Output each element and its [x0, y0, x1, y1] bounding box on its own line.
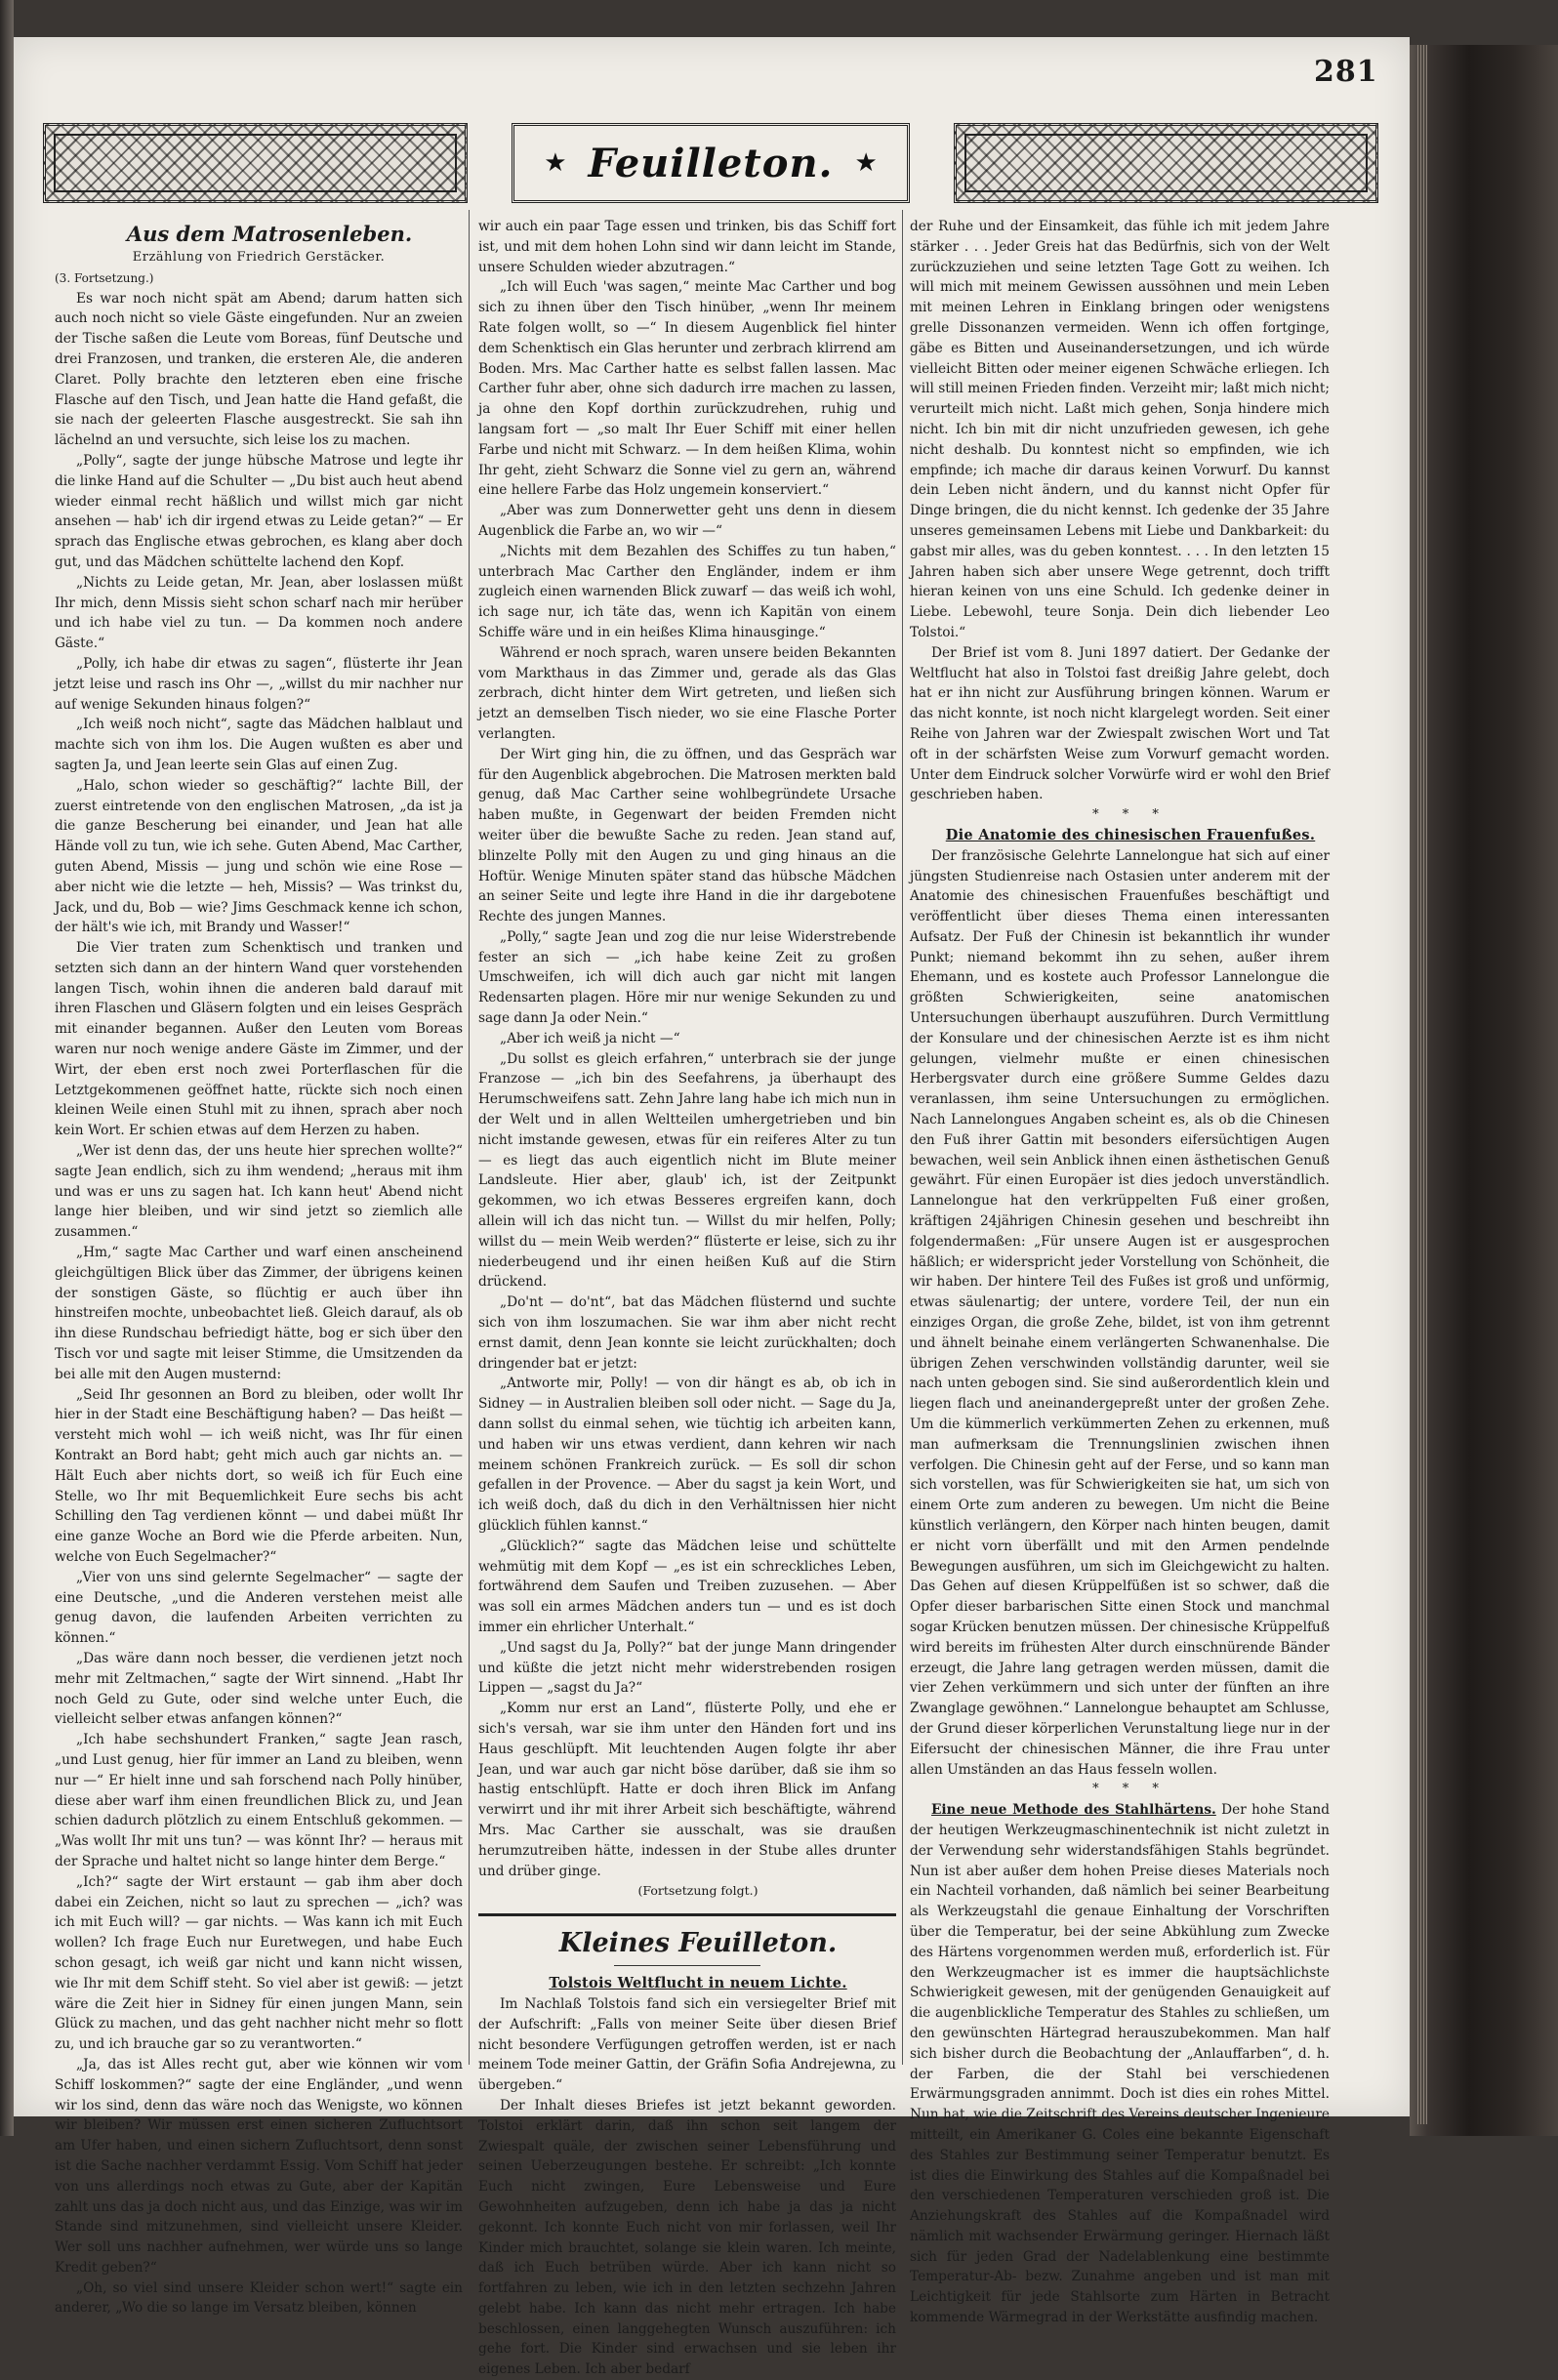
title-underline [614, 1965, 760, 1966]
paragraph: „Du sollst es gleich erfahren,“ unterbrach sie der junge Franzose — „ich bin des Seefahrens, ja überhaupt des Herumschweifens satt. Zehn Jahre lang habe ich mich nun in der Welt und in allen Weltteilen umhergetrieben und bin nicht imstande gewesen, etwas für ein reiferes Alter zu tun — es liegt das auch eigentlich nicht im Blute meiner Landsleute. Hier aber, glaub' ich, ist der Zeitpunkt gekommen, wo ich etwas Besseres ergreifen kann, doch allein will ich das nicht tun. — Willst du mir helfen, Polly; willst du — mein Weib werden?“ flüsterte er leise, sich zu ihr niederbeugend und ihr einen heißen Kuß auf die Stirn drückend. [478, 1050, 896, 1291]
tolstoi-text-col3 [910, 217, 1330, 805]
paragraph: „Halo, schon wieder so geschäftig?“ lachte Bill, der zuerst eintretende von den englischen Matrosen, „da ist ja die ganze Bescherung bei einander, und Jean hat alle Hände voll zu tun, wie ich sehe. Guten Abend, Mac Carther, guten Abend, Missis — jung und schön wie eine Rose — aber nicht wie die letzte — heh, Missis? — Was trinkst du, Jack, und du, Bob — wie? Jims Geschmack kenne ich schon, der hält's wie ich, mit Brandy und Wasser!“ [55, 777, 463, 936]
paragraph: „Do'nt — do'nt“, bat das Mädchen flüsternd und suchte sich von ihm loszumachen. Sie war ihm aber nicht recht ernst damit, denn Jean konnte sie leicht zurückhalten; doch dringender bat er jetzt: [478, 1294, 896, 1372]
story-continuation-note: (3. Fortsetzung.) [55, 270, 154, 285]
page-number: 281 [1314, 55, 1378, 89]
paragraph: Die Vier traten zum Schenktisch und tranken und setzten sich dann an der hintern Wand quer vorstehenden langen Tisch, wohin ihnen die anderen bald darauf mit ihren Flaschen und Gläsern folgten und ein leises Gespräch mit einander begannen. Außer den Leuten vom Boreas waren nur noch wenige andere Gäste im Zimmer, und der Wirt, der eben erst noch zwei Porterflaschen für die Letztgekommenen geöffnet hatte, rückte sich noch einen kleinen Weile einen Stuhl mit zu ihnen, sprach aber noch kein Wort. Er schien etwas auf dem Herzen zu haben. [55, 940, 463, 1139]
section-stars: * * * [1092, 807, 1168, 823]
story-byline: Erzählung von Friedrich Gerstäcker. [132, 250, 386, 265]
paragraph: „Wer ist denn das, der uns heute hier sprechen wollte?“ sagte Jean endlich, sich zu ihm wendend; „heraus mit ihm und was er uns zu sagen hat. Ich kann heut' Abend nicht lange hier bleiben, und wir sind jetzt so ziemlich alle zusammen.“ [55, 1143, 463, 1241]
anatomie-text [910, 846, 1330, 1781]
column-3 [910, 217, 1330, 2328]
section-stars: * * * [1092, 1782, 1168, 1797]
stahl-text: Der hohe Stand der heutigen Werkzeugmaschinentechnik ist nicht zuletzt in der Verwendung sehr widerstandsfähigen Stahls begründet. Nun ist aber außer dem hohen Preise dieses Materials noch ein Nachteil vorhanden, daß nämlich bei seiner Bearbeitung als Werkzeugstahl die genaue Einhaltung der Vorschriften über die Temperatur, bei der seine Abkühlung zum Zwecke des Härtens vorgenommen werden muß, erforderlich ist. Für den Werkzeugmacher ist es immer die hauptsächlichste Schwierigkeit gewesen, mit der genügenden Genauigkeit auf die augenblickliche Temperatur des Stahles zu schließen, um den gewünschten Härtegrad herauszubekommen. Man half sich bisher durch die Beobachtung der „Anlauffarben“, d. h. der Farben, die der Stahl bei verschiedenen Erwärmungsgraden annimmt. Doch ist dies ein rohes Mittel. Nun hat, wie die Zeitschrift des Vereins deutscher Ingenieure mitteilt, ein Amerikaner G. Coles eine bekannte Eigenschaft des Stahles zur Bestimmung seiner Temperatur benutzt. Es ist dies die Einwirkung des Stahles auf die Kompaßnadel bei den verschiedenen Temperaturen verschieden groß ist. Die Anziehungskraft des Stahles auf die Kompaßnadel wird nämlich mit wachsender Erwärmung geringer. Hiernach läßt sich für jeden Grad der Nadelablenkung eine bestimmte Temperatur-Ab- bezw. Zunahme angeben und ist man mit Leichtigkeit für jede Stahlsorte zum Härten in Betracht kommende Wärmegrad in der Werkstätte ausfindig machen. [910, 1802, 1330, 2326]
paragraph: „Ich?“ sagte der Wirt erstaunt — gab ihm aber doch dabei ein Zeichen, nicht so laut zu sprechen — „ich? was ich mit Euch will? — gar nichts. — Was kann ich mit Euch wollen? Ich frage Euch nur Euretwegen, und habe Euch schon gesagt, ich weiß gar nicht und kann nicht wissen, wie Ihr mit dem Schiff steht. So viel aber ist gewiß: — jetzt wäre die Zeit hier in Sidney für einen jungen Mann, sein Glück zu machen, und das geht nachher nicht mehr so flott zu, und ich brauche gar so zu verantworten.“ [55, 1873, 463, 2053]
paragraph: wir auch ein paar Tage essen und trinken, bis das Schiff fort ist, und mit dem hohen Lohn sind wir dann leicht im Stande, unsere Schulden wieder abzutragen.“ [478, 219, 896, 275]
star-icon: ★ [854, 148, 878, 178]
paragraph: „Ich will Euch 'was sagen,“ meinte Mac Carther und bog sich zu ihnen über den Tisch hinüber, „wenn Ihr meinem Rate folgen wollt, so —“ In diesem Augenblick fiel hinter dem Schenktisch ein Glas herunter und zerbrach klirrend am Boden. Mrs. Mac Carther hatte es selbst fallen lassen. Mac Carther fuhr aber, ohne sich dadurch irre machen zu lassen, ja ohne den Kopf dorthin zurückzudrehen, ruhig und langsam fort — „so malt Ihr Euer Schiff mit einer hellen Farbe und nicht mit Schwarz. — In dem heißen Klima, wohin Ihr geht, zieht Schwarz die Sonne viel zu gern an, während eine hellere Farbe das Holz ungemein konserviert.“ [478, 279, 896, 499]
column-rule [902, 210, 903, 2065]
kleines-feuilleton-title: Kleines Feuilleton. [558, 1928, 838, 1959]
paragraph: Der Wirt ging hin, die zu öffnen, und das Gespräch war für den Augenblick abgebrochen. Die Matrosen merkten bald genug, daß Mac Carther seine wohlbegründete Ursache haben mußte, in Gegenwart der beiden Fremden nicht weiter über die bewußte Sache zu reden. Jean stand auf, blinzelte Polly mit den Augen zu und ging hinaus an die Hoftür. Wenige Minuten später stand das hübsche Mädchen an seiner Seite und legte ihre Hand in die ihr dargebotene Rechte des jungen Mannes. [478, 746, 896, 925]
story-text-col1 [55, 289, 463, 2319]
story-text-col2 [478, 217, 896, 1881]
paragraph: „Hm,“ sagte Mac Carther und warf einen anscheinend gleichgültigen Blick über das Zimmer, der übrigens keinen der sonstigen Gäste, so flüchtig er auch über ihn hinstreifen mochte, unbeobachtet ließ. Gleich darauf, als ob ihn diese Rundschau befriedigt hätte, bog er sich über den Tisch vor und sagte mit leiser Stimme, die Umsitzenden da bei alle mit den Augen musternd: [55, 1245, 463, 1382]
anatomie-heading: Die Anatomie des chinesischen Frauenfußes. [945, 826, 1316, 843]
feuilleton-banner [43, 123, 1378, 203]
star-icon: ★ [544, 148, 567, 178]
binding-left-edge [0, 0, 14, 2136]
paragraph: „Aber ich weiß ja nicht —“ [500, 1030, 680, 1046]
story-title: Aus dem Matrosenleben. [126, 222, 413, 246]
column-rule [469, 210, 470, 2065]
paragraph: Während er noch sprach, waren unsere beiden Bekannten vom Markthaus in das Zimmer und, gerade als das Glas zerbrach, dicht hinter dem Wirt getreten, und ließen sich jetzt an demselben Tisch nieder, wo sie eine Flasche Porter verlangten. [478, 644, 896, 742]
paragraph: „Oh, so viel sind unsere Kleider schon wert!“ sagte ein anderer, „Wo die so lange im Versatz bleiben, können [55, 2279, 463, 2317]
paragraph: „Aber was zum Donnerwetter geht uns denn in diesem Augenblick die Farbe an, wo wir —“ [478, 503, 896, 539]
paragraph: Es war noch nicht spät am Abend; darum hatten sich auch noch nicht so viele Gäste eingefunden. Nur an zweien der Tische saßen die Leute vom Boreas, fünf Deutsche und drei Franzosen, und tranken, die ersteren Ale, die anderen Claret. Polly brachte den letzteren eben eine frische Flasche auf den Tisch, und Jean hatte die Hand gefaßt, die sie nach der geleerten Flasche ausgestreckt. Sie sah ihn lächelnd an und versuchte, sich leise los zu machen. [55, 290, 463, 449]
section-divider [478, 1913, 896, 1916]
fortsetzung-note: (Fortsetzung folgt.) [637, 1883, 758, 1899]
paragraph: „Polly, ich habe dir etwas zu sagen“, flüsterte ihr Jean jetzt leise und rasch ins Ohr —, „willst du mir nachher nur auf wenige Sekunden hinaus folgen?“ [55, 655, 463, 713]
tolstoi-heading: Tolstois Weltflucht in neuem Lichte. [549, 1975, 847, 1992]
paragraph: „Seid Ihr gesonnen an Bord zu bleiben, oder wollt Ihr hier in der Stadt eine Beschäftigung haben? — Das heißt — versteht mich wohl — ich weiß nicht, was Ihr für einen Kontrakt an Bord habt; geht mich auch gar nichts an. — Hält Euch aber nichts dort, so weiß ich für Euch eine Stelle, wo Ihr mit Bequemlichkeit Eure sechs bis acht Schilling den Tag verdienen könnt — und dabei müßt Ihr eine ganze Woche an Bord wie die Pferde arbeiten. Nun, welche von Euch Segelmacher?“ [55, 1386, 463, 1565]
column-2 [478, 217, 896, 2380]
paragraph: „Antworte mir, Polly! — von dir hängt es ab, ob ich in Sidney — in Australien bleiben soll oder nicht. — Sage du Ja, dann sollst du einmal sehen, wie tüchtig ich arbeiten kann, und haben wir uns etwas verdient, dann kehren wir nach meinem schönen Frankreich zurück. — Es soll dir schon gefallen in der Provence. — Aber du sagst ja kein Wort, und ich weiß doch, daß du dich in den Verhältnissen hier nicht glücklich fühlen kannst.“ [478, 1375, 896, 1534]
paragraph: „Ich weiß noch nicht“, sagte das Mädchen halblaut und machte sich von ihm los. Die Augen wußten es aber und sagten Ja, und Jean leerte sein Glas auf einen Zug. [55, 717, 463, 773]
banner-title-box [512, 123, 910, 203]
paragraph: „Glücklich?“ sagte das Mädchen leise und schüttelte wehmütig mit dem Kopf — „es ist ein schreckliches Leben, fortwährend dem Saufen und Treiben zuzusehen. — Aber was soll ein armes Mädchen anders tun — und es ist doch immer ein ehrlicher Unterhalt.“ [478, 1538, 896, 1635]
paragraph: Der Inhalt dieses Briefes ist jetzt bekannt geworden. Tolstoi erklärt darin, daß ihn schon seit langem der Zwiespalt quäle, der zwischen seiner Lebensführung und seinen Ueberzeugungen bestehe. Er schreibt: „Ich konnte Euch nicht zwingen, Eure Lebensweise und Eure Gewohnheiten aufzugeben, denn ich habe ja das ja nicht gekonnt. Ich konnte Euch nicht von mir forlassen, weil Ihr Kinder mich brauchtet, solange sie klein waren. Ich meinte, daß ich Euch betrüben würde. Aber ich kann nicht so fortfahren zu leben, wie ich in den letzten sechzehn Jahren gelebt habe. Ich kann das nicht mehr ertragen. Ich habe beschlossen, einen langgehegten Wunsch auszuführen: ich gehe fort. Die Kinder sind erwachsen und sie leben ihr eigenes Leben. Ich aber bedarf [478, 2097, 896, 2378]
book-spine [1410, 45, 1558, 2136]
paragraph: der Ruhe und der Einsamkeit, das fühle ich mit jedem Jahre stärker . . . Jeder Greis hat das Bedürfnis, sich von der Welt zurückzuziehen und seine letzten Tage Gott zu weihen. Ich will mich mit meinem Gewissen aussöhnen und mein Leben mit meinen Lehren in Einklang bringen oder wenigstens grelle Dissonanzen vermeiden. Wenn ich offen fortginge, gäbe es Bitten und Auseinandersetzungen, und ich würde vielleicht Bitten oder meiner eigenen Schwäche erliegen. Ich will still meinen Frieden finden. Verzeiht mir; laßt mich nicht; verurteilt mich nicht. Laßt mich gehen, Sonja hindere mich nicht. Ich bin mit dir nicht unzufrieden gewesen, ich gehe nicht deshalb. Du konntest nicht so empfinden, wie ich empfinde; ich mache dir daraus keinen Vorwurf. Du kannst dein Leben nicht ändern, und du kannst nicht Opfer für Dinge bringen, die du nicht kennst. Ich gedenke der 35 Jahre unseres gemeinsamen Lebens mit Liebe und Dankbarkeit: du gabst mir alles, was du geben konntest. . . . In den letzten 15 Jahren haben sich aber unsere Wege getrennt, doch trifft hieran keinen von uns eine Schuld. Ich gedenke deiner in Liebe. Lebewohl, teure Sonja. Dein dich liebender Leo Tolstoi.“ [910, 219, 1330, 640]
paragraph: „Vier von uns sind gelernte Segelmacher“ — sagte der eine Deutsche, „und die Anderen verstehen meist alle genug davon, die laufenden Arbeiten verrichten zu können.“ [55, 1569, 463, 1647]
paragraph: Der Brief ist vom 8. Juni 1897 datiert. Der Gedanke der Weltflucht hat also in Tolstoi fast dreißig Jahre gelebt, doch hat er ihn nicht zur Ausführung bringen können. Warum er das nicht konnte, ist noch nicht klargelegt worden. Seit einer Reihe von Jahren war der Zwiespalt zwischen Wort und Tat oft in der schärfsten Weise zum Vorwurf gemacht worden. Unter dem Eindruck solcher Vorwürfe wird er wohl den Brief geschrieben haben. [910, 644, 1330, 803]
stahl-article [910, 1800, 1330, 2328]
paragraph: „Komm nur erst an Land“, flüsterte Polly, und ehe er sich's versah, war sie ihm unter den Händen fort und ins Haus geschlüpft. Mit leuchtenden Augen folgte ihr aber Jean, und war auch gar nicht böse darüber, daß sie ihm so hastig entschlüpft. Hatte er doch ihren Blick im Anfang verwirrt und ihr mit ihrer Arbeit sich beschäftigte, während Mrs. Mac Carther sie ausschalt, was sie draußen herumzutreiben hätte, indessen in der Stube alles drunter und drüber ginge. [478, 1701, 896, 1879]
paragraph: „Nichts mit dem Bezahlen des Schiffes zu tun haben,“ unterbrach Mac Carther den Engländer, indem er ihm zugleich einen warnenden Blick zuwarf — das weiß ich wohl, ich sage nur, ich täte das, wenn ich Kapitän von einem Schiffe wäre und in ein heißes Klima hinausginge.“ [478, 543, 896, 640]
paragraph: „Polly,“ sagte Jean und zog die nur leise Widerstrebende fester an sich — „ich habe keine Zeit zu großen Umschweifen, ich will dich auch gar nicht mit langen Redensarten plagen. Höre mir nur wenige Sekunden zu und sage dann Ja oder Nein.“ [478, 928, 896, 1027]
paragraph: „Polly“, sagte der junge hübsche Matrose und legte ihr die linke Hand auf die Schulter — „Du bist auch heut abend wieder einmal recht häßlich und willst mich gar nicht ansehen — hab' ich dir irgend etwas zu Leide getan?“ — Er sprach das Englische etwas gebrochen, es klang aber doch gut, und das Mädchen schüttelte lachend den Kopf. [55, 452, 463, 570]
paragraph: „Ich habe sechshundert Franken,“ sagte Jean rasch, „und Lust genug, hier für immer an Land zu bleiben, wenn nur —“ Er hielt inne und sah forschend nach Polly hinüber, diese aber warf ihm einen freundlichen Blick zu, und Jean schien dadurch plötzlich zu einem Entschluß gekommen. — „Was wollt Ihr mit uns tun? — was könnt Ihr? — heraus mit der Sprache und haltet nicht so lange hinter dem Berge.“ [55, 1732, 463, 1869]
paragraph: Der französische Gelehrte Lannelongue hat sich auf einer jüngsten Studienreise nach Ostasien unter anderem mit der Anatomie des chinesischen Frauenfußes beschäftigt und veröffentlicht über dieses Thema einen interessanten Aufsatz. Der Fuß der Chinesin ist bekanntlich ihr wunder Punkt; niemand bekommt ihn zu sehen, außer ihrem Ehemann, und es kostete auch Professor Lannelongue die größten Schwierigkeiten, seine anatomischen Untersuchungen überhaupt auszuführen. Durch Vermittlung der Konsulare und der chinesischen Aerzte ist es ihm nicht gelungen, vielmehr mußte er einen chinesischen Herbergsvater durch eine größere Summe Geldes dazu veranlassen, ihm seine Untersuchungen zu ermöglichen. Nach Lannelongues Angaben scheint es, als ob die Chinesen den Fuß ihrer Gattin mit besonders eifersüchtigen Augen bewachen, weil sein Anblick ihnen einen ästhetischen Genuß gewährt. Für einen Europäer ist dies jedoch unverständlich. Lannelongue hat den verkrüppelten Fuß einer großen, kräftigen 24jährigen Chinesin gesehen und beschreibt ihn folgendermaßen: „Für unsere Augen ist er ausgesprochen häßlich; er widerspricht jeder Vorstellung von Schönheit, die wir haben. Der hintere Teil des Fußes ist groß und unförmig, etwas säulenartig; der untere, vordere Teil, der nun ein einziges Organ, die große Zehe, bildet, ist von ihm getrennt und ähnelt beinahe einem verlängerten Schwanenhalse. Die übrigen Zehen verschwinden vollständig darunter, weil sie nach unten gebogen sind. Sie sind außerordentlich klein und liegen flach und aneinandergepreßt unter der großen Zehe. Um die kümmerlich verkümmerten Zehen zu erkennen, muß man aufmerksam die Trennungslinien zwischen ihnen verfolgen. Die Chinesin geht auf der Ferse, und so kann man sich vorstellen, was für Schwierigkeiten sie hat, um sich von einem Orte zum anderen zu bewegen. Um nicht die Beine künstlich verlängern, den Körper nach hinten beugen, damit er nicht vorn überfällt und mit den Armen pendelnde Bewegungen ausführen, um sich im Gleichgewicht zu halten. Das Gehen auf diesen Krüppelfüßen ist so schwer, daß die Opfer dieser barbarischen Sitte einen Stock und manchmal sogar Krücken benutzen müssen. Der chinesische Krüppelfuß wird bereits im frühesten Alter durch einschnürende Bänder erzeugt, die Jahre lang getragen werden müssen, damit die vier Zehen verkümmern und sich unter der fünften an ihre Zwanglage gewöhnen.“ Lannelongue behauptet am Schlusse, der Grund dieser körperlichen Verunstaltung liege nur in der Eifersucht der chinesischen Männer, die ihre Frau unter allen Umständen an das Haus fesseln wollen. [910, 847, 1330, 1778]
banner-ornament-left [43, 123, 468, 203]
page-stack-edge [1417, 45, 1427, 2124]
banner-ornament-right [954, 123, 1378, 203]
paragraph: „Ja, das ist Alles recht gut, aber wie können wir vom Schiff loskommen?“ sagte der eine Engländer, „und wenn wir los sind, denn das wäre noch das Wenigste, wo können wir bleiben? Wir müssen erst einen sicheren Zufluchtsort am Ufer haben, und einen sichern Zufluchtsort, denn sonst ist die Sache nachher verdammt Essig. Vom Schiff hat jeder von uns allerdings noch etwas zu Gute, aber der Kapitän zahlt uns das ja doch nicht aus, und das Einzige, was wir im Stande sind mitzunehmen, sind vielleicht unsere Kleider. Wer soll uns nachher aufnehmen, wer würde uns so lange Kredit geben?“ [55, 2056, 463, 2276]
paragraph: Im Nachlaß Tolstois fand sich ein versiegelter Brief mit der Aufschrift: „Falls von meiner Seite über diesen Brief nicht besondere Verfügungen getroffen werden, ist er nach meinem Tode meiner Gattin, der Gräfin Sofia Andrejewna, zu übergeben.“ [478, 1995, 896, 2094]
paragraph: „Nichts zu Leide getan, Mr. Jean, aber loslassen müßt Ihr mich, denn Missis sieht schon scharf nach mir herüber und ich habe viel zu tun. — Da kommen noch andere Gäste.“ [55, 574, 463, 652]
stahl-heading: Eine neue Methode des Stahlhärtens. [931, 1802, 1216, 1819]
column-1 [55, 221, 463, 2318]
tolstoi-text-col2 [478, 1994, 896, 2380]
paragraph: „Und sagst du Ja, Polly?“ bat der junge Mann dringender und küßte die jetzt nicht mehr widerstrebenden rosigen Lippen — „sagst du Ja?“ [478, 1639, 896, 1697]
banner-title: Feuilleton. [588, 140, 834, 186]
paragraph: „Das wäre dann noch besser, die verdienen jetzt noch mehr mit Zeltmachen,“ sagte der Wirt sinnend. „Habt Ihr noch Geld zu Gute, oder sind welche unter Euch, die vielleicht selber etwas anfangen können?“ [55, 1650, 463, 1728]
